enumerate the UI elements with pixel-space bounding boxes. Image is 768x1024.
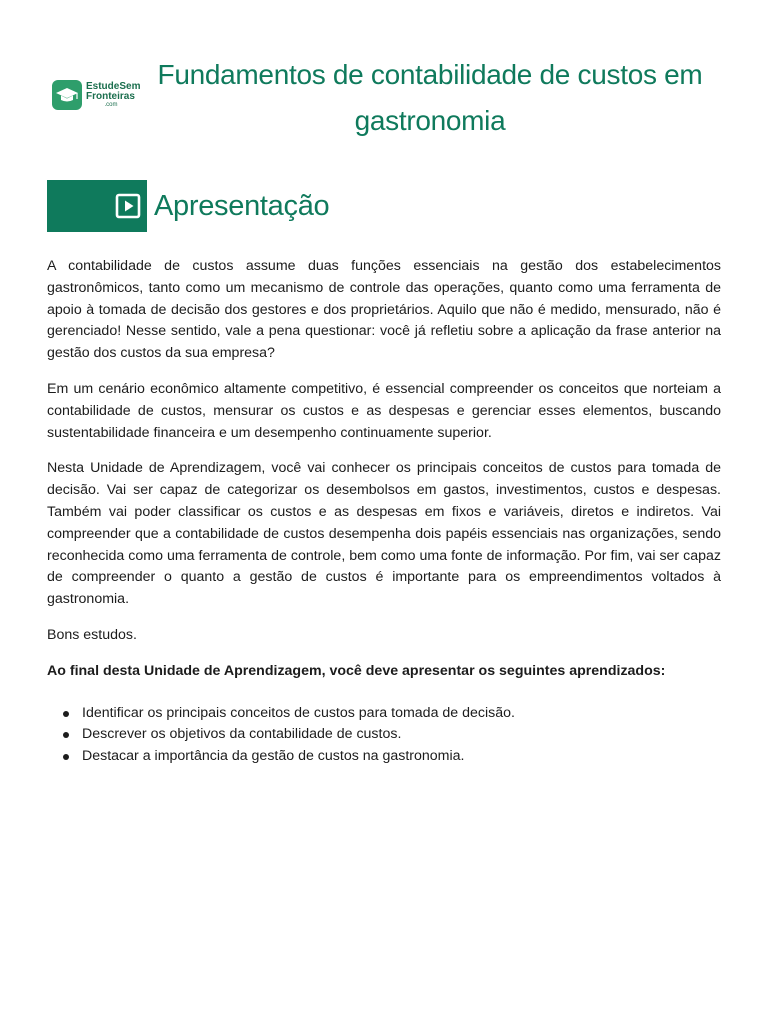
list-item	[47, 703, 721, 725]
brand-logo	[52, 80, 140, 110]
main-content	[47, 256, 721, 768]
logo-line-1: EstudeSem	[86, 81, 141, 92]
paragraph: A contabilidade de custos assume duas funções essenciais na gestão dos estabelecimentos gastronômicos, tanto como um mecanismo de controle das operações, quanto como uma ferramenta de apoio à tomada de decisão dos gestores e dos proprietários. Aquilo que não é medido, mensurado, não é gerenciado! Nesse sentido, vale a pena questionar: você já refletiu sobre a aplicação da frase anterior na gestão dos custos da sua empresa?	[47, 258, 721, 362]
section-title: Apresentação	[154, 190, 330, 222]
objectives-list	[47, 703, 721, 768]
list-item	[47, 724, 721, 746]
page-title: Fundamentos de contabilidade de custos em gastronomia	[157, 59, 703, 136]
logo-line-2: Fronteiras	[86, 91, 135, 102]
paragraph: Bons estudos.	[47, 626, 137, 643]
paragraph: Em um cenário econômico altamente competitivo, é essencial compreender os conceitos que norteiam a contabilidade de custos, mensurar os custos e as despesas e gerenciar esses elementos, buscando sustentabilidade financeira e um desempenho continuamente superior.	[47, 380, 721, 441]
paragraph: Nesta Unidade de Aprendizagem, você vai conhecer os principais conceitos de custos para tomada de decisão. Vai ser capaz de categorizar os desembolsos em gastos, investimentos, custos e despesas. Também vai poder classificar os custos e as despesas em fixos e variáveis, diretos e indiretos. Vai compreender que a contabilidade de custos desempenha dois papéis essenciais nas organizações, sendo reconhecida como uma ferramenta de controle, bem como uma fonte de informação. Por fim, vai ser capaz de compreender o quanto a gestão de custos é importante para os empreendimentos voltados à gastronomia.	[47, 460, 721, 608]
list-item-text: Identificar os principais conceitos de custos para tomada de decisão.	[82, 704, 515, 721]
list-item-text: Destacar a importância da gestão de custos na gastronomia.	[82, 748, 465, 765]
objectives-intro: Ao final desta Unidade de Aprendizagem, você deve apresentar os seguintes aprendizados:	[47, 662, 666, 679]
bullet-icon	[63, 732, 69, 738]
graduation-cap-icon	[52, 80, 82, 110]
list-item-text: Descrever os objetivos da contabilidade de custos.	[82, 726, 402, 743]
logo-line-3: .com	[104, 102, 118, 108]
logo-wordmark	[86, 82, 140, 109]
play-icon	[115, 193, 141, 219]
list-item	[47, 746, 721, 768]
bullet-icon	[63, 754, 69, 760]
bullet-icon	[63, 711, 69, 717]
